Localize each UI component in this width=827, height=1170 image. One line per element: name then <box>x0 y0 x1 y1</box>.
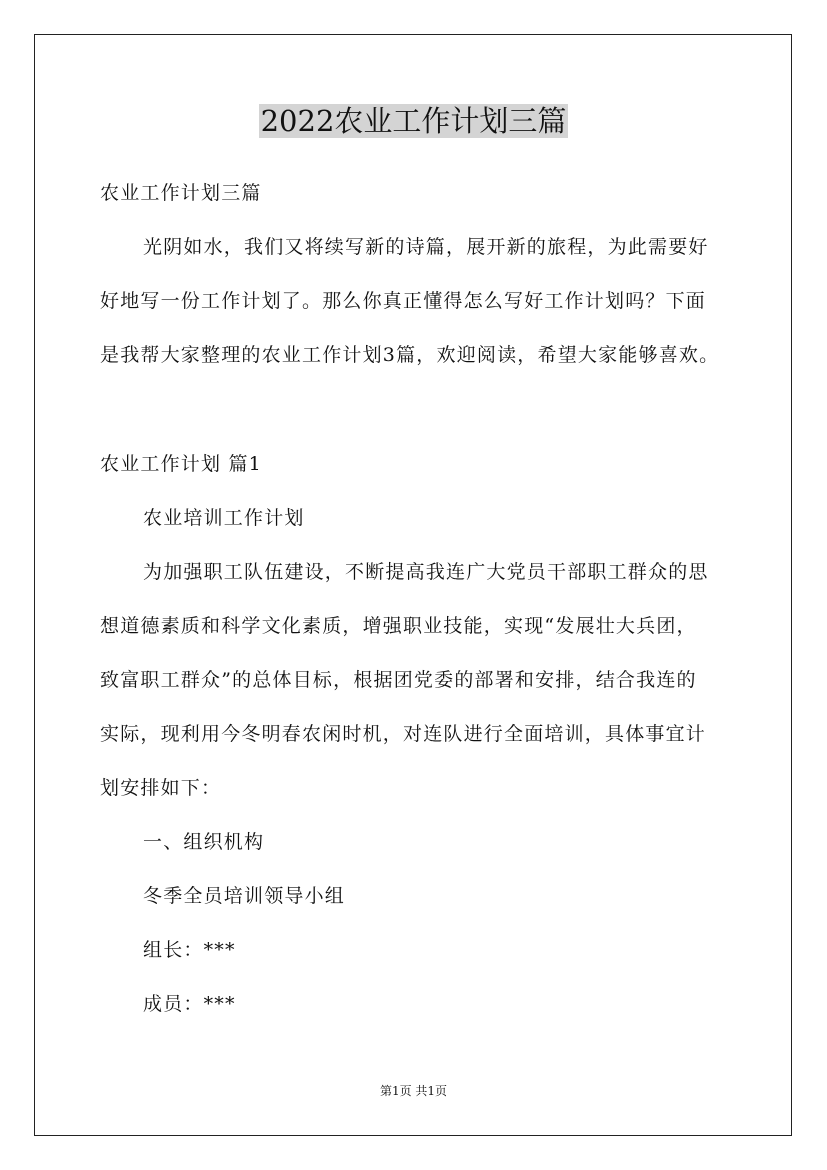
paragraph-line: 致富职工群众”的总体目标，根据团党委的部署和安排，结合我连的 <box>100 669 697 691</box>
paragraph-line: 是我帮大家整理的农业工作计划3篇，欢迎阅读，希望大家能够喜欢。 <box>100 344 720 366</box>
document-title <box>0 101 827 141</box>
document-title-text: 2022农业工作计划三篇 <box>260 104 567 138</box>
paragraph-line: 实际，现利用今冬明春农闲时机，对连队进行全面培训，具体事宜计 <box>100 723 707 745</box>
paragraph-line: 为加强职工队伍建设，不断提高我连广大党员干部职工群众的思 <box>143 561 709 583</box>
paragraph-line: 好地写一份工作计划了。那么你真正懂得怎么写好工作计划吗？下面 <box>100 290 707 312</box>
paragraph-line: 成员：*** <box>143 993 236 1015</box>
paragraph-line: 冬季全员培训领导小组 <box>143 885 346 907</box>
section-heading: 农业工作计划 篇1 <box>100 453 262 475</box>
subheading: 农业培训工作计划 <box>143 507 305 529</box>
subheading: 一、组织机构 <box>143 831 265 853</box>
paragraph-line: 想道德素质和科学文化素质，增强职业技能，实现“发展壮大兵团， <box>100 615 697 637</box>
page-footer: 第1页 共1页 <box>379 1084 448 1098</box>
paragraph-line: 划安排如下： <box>100 777 222 799</box>
paragraph-line: 光阴如水，我们又将续写新的诗篇，展开新的旅程，为此需要好 <box>143 236 709 258</box>
section-heading: 农业工作计划三篇 <box>100 182 262 204</box>
paragraph-line: 组长：*** <box>143 939 236 961</box>
